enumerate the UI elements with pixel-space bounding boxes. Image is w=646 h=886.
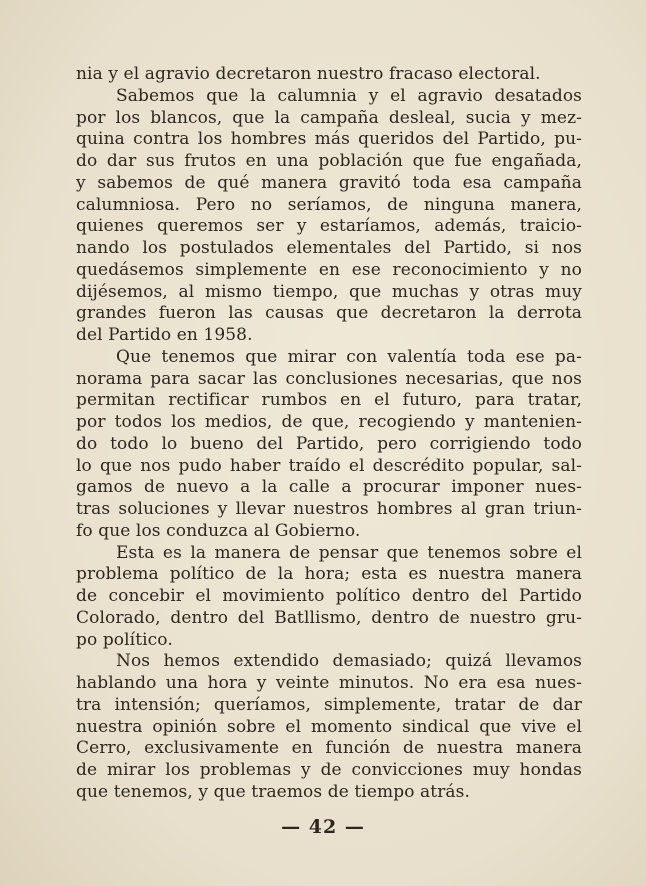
text-line: Esta es la manera de pensar que tenemos sobre el [116,542,582,563]
text-line: Cerro, exclusivamente en función de nuestra manera [76,738,582,759]
text-line: por los blancos, que la campaña desleal, sucia y mez- [76,107,582,128]
text-line: nia y el agravio decretaron nuestro fracaso electoral. [76,64,541,84]
text-line: Colorado, dentro del Batllismo, dentro de nuestro gru- [76,607,582,628]
text-line: que tenemos, y que traemos de tiempo atrás. [76,781,470,802]
text-line: de mirar los problemas y de convicciones muy hondas [76,760,582,780]
text-line: de concebir el movimiento político dentro del Partido [76,586,582,606]
text-line: nuestra opinión sobre el momento sindical que vive el [76,716,582,737]
text-line: quienes queremos ser y estaríamos, además, traicio- [76,216,582,237]
text-line: hablando una hora y veinte minutos. No era esa nues- [76,673,582,693]
text-line: quedásemos simplemente en ese reconocimiento y no [76,259,582,280]
text-line: fo que los conduzca al Gobierno. [76,520,361,541]
text-line: problema político de la hora; esta es nuestra manera [76,564,582,585]
text-line: do dar sus frutos en una población que fue engañada, [76,151,582,171]
text-line: y sabemos de qué manera gravitó toda esa campaña [76,172,582,193]
page-number: — 42 — [281,816,365,838]
text-line: nando los postulados elementales del Partido, si nos [76,238,582,258]
text-line: Sabemos que la calumnia y el agravio desatados [116,85,582,106]
text-line: dijésemos, al mismo tiempo, que muchas y otras muy [76,281,582,302]
text-line: permitan rectificar rumbos en el futuro, para tratar, [76,390,582,411]
text-line: do todo lo bueno del Partido, pero corrigiendo todo [76,433,582,454]
text-line: po político. [76,629,173,650]
text-line: tras soluciones y llevar nuestros hombres al gran triun- [76,499,582,519]
text-line: quina contra los hombres más queridos del Partido, pu- [76,129,582,150]
text-line: norama para sacar las conclusiones necesarias, que nos [76,368,582,389]
text-line: Que tenemos que mirar con valentía toda ese pa- [116,346,582,367]
text-line: grandes fueron las causas que decretaron la derrota [76,303,582,324]
text-line: por todos los medios, de que, recogiendo y mantenien- [76,412,582,432]
text-line: calumniosa. Pero no seríamos, de ninguna manera, [76,194,582,215]
text-line: gamos de nuevo a la calle a procurar imponer nues- [76,477,582,498]
text-line: lo que nos pudo haber traído el descrédito popular, sal- [76,455,582,476]
text-line: del Partido en 1958. [76,325,253,345]
text-line: Nos hemos extendido demasiado; quizá llevamos [116,651,582,672]
text-line: tra intensión; queríamos, simplemente, tratar de dar [76,694,582,715]
body-text [76,64,582,804]
